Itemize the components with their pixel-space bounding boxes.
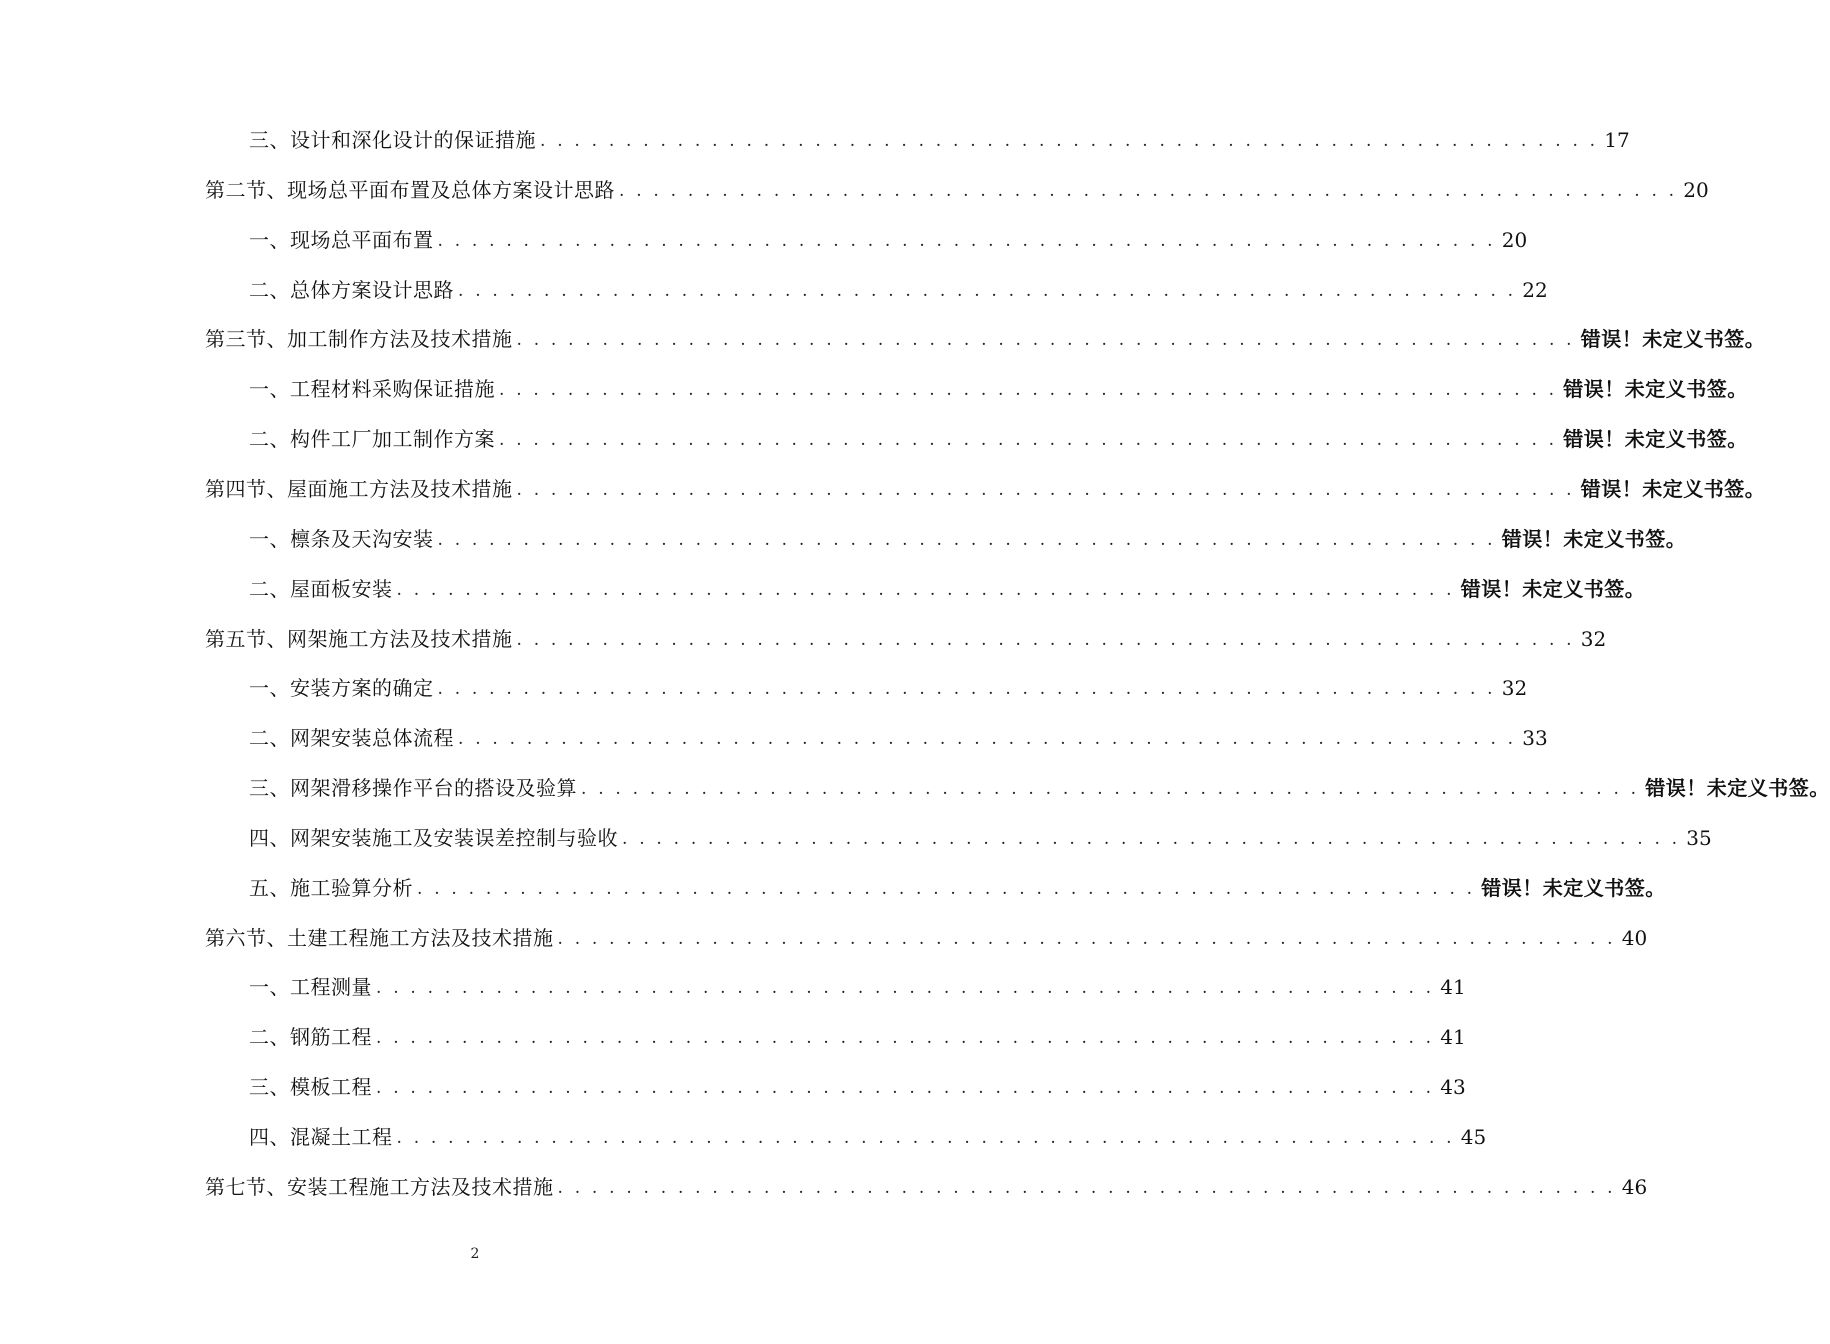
toc-page-number: 41 — [1440, 1025, 1466, 1049]
toc-entry-title: 一、檩条及天沟安装 — [249, 527, 434, 551]
toc-page-number: 20 — [1683, 178, 1709, 202]
toc-entry-title: 二、钢筋工程 — [249, 1025, 372, 1049]
toc-dot-leader: . . . . . . . . . . . . . . . . . . . . . . . . . . . . . . . . . . . . . . . . . . . . . . . . . . . . . . . . . . . . . . — [557, 1178, 1616, 1198]
toc-page-number: 20 — [1501, 228, 1528, 252]
toc-page-number: 41 — [1440, 975, 1466, 999]
toc-dot-leader: . . . . . . . . . . . . . . . . . . . . . . . . . . . . . . . . . . . . . . . . . . . . . . . . . . . . . . . . . . . . . . — [437, 231, 1496, 251]
toc-bookmark-error: 错误！未定义书签。 — [1580, 327, 1766, 351]
toc-subsection-entry[interactable] — [249, 372, 1748, 406]
toc-page-number: 46 — [1621, 1175, 1648, 1199]
toc-entry-title: 第二节、现场总平面布置及总体方案设计思路 — [205, 178, 615, 202]
toc-entry-title: 第五节、网架施工方法及技术措施 — [205, 627, 513, 651]
toc-dot-leader: . . . . . . . . . . . . . . . . . . . . . . . . . . . . . . . . . . . . . . . . . . . . . . . . . . . . . . . . . . . . . . — [516, 480, 1575, 500]
toc-entry-title: 三、设计和深化设计的保证措施 — [249, 128, 536, 152]
toc-entry-title: 二、网架安装总体流程 — [249, 726, 454, 750]
toc-bookmark-error: 错误！未定义书签。 — [1460, 577, 1646, 601]
toc-entry-title: 一、工程材料采购保证措施 — [249, 377, 495, 401]
toc-subsection-entry[interactable] — [249, 821, 1712, 855]
toc-dot-leader: . . . . . . . . . . . . . . . . . . . . . . . . . . . . . . . . . . . . . . . . . . . . . . . . . . . . . . . . . . . . . . — [396, 580, 1455, 600]
toc-entry-title: 第三节、加工制作方法及技术措施 — [205, 327, 513, 351]
toc-bookmark-error: 错误！未定义书签。 — [1481, 876, 1666, 900]
toc-subsection-entry[interactable] — [249, 123, 1630, 157]
toc-page-number: 45 — [1460, 1125, 1487, 1149]
toc-entry-title: 四、混凝土工程 — [249, 1125, 393, 1149]
toc-entry-title: 五、施工验算分析 — [249, 876, 413, 900]
toc-dot-leader: . . . . . . . . . . . . . . . . . . . . . . . . . . . . . . . . . . . . . . . . . . . . . . . . . . . . . . . . . . . . . . — [499, 430, 1558, 450]
toc-section-entry[interactable] — [205, 1170, 1648, 1204]
toc-dot-leader: . . . . . . . . . . . . . . . . . . . . . . . . . . . . . . . . . . . . . . . . . . . . . . . . . . . . . . . . . . . . . . — [516, 630, 1575, 650]
toc-subsection-entry[interactable] — [249, 522, 1687, 556]
toc-dot-leader: . . . . . . . . . . . . . . . . . . . . . . . . . . . . . . . . . . . . . . . . . . . . . . . . . . . . . . . . . . . . . . — [376, 1028, 1435, 1048]
toc-dot-leader: . . . . . . . . . . . . . . . . . . . . . . . . . . . . . . . . . . . . . . . . . . . . . . . . . . . . . . . . . . . . . . — [619, 181, 1678, 201]
toc-dot-leader: . . . . . . . . . . . . . . . . . . . . . . . . . . . . . . . . . . . . . . . . . . . . . . . . . . . . . . . . . . . . . . — [516, 330, 1575, 350]
toc-dot-leader: . . . . . . . . . . . . . . . . . . . . . . . . . . . . . . . . . . . . . . . . . . . . . . . . . . . . . . . . . . . . . . — [376, 1078, 1435, 1098]
toc-dot-leader: . . . . . . . . . . . . . . . . . . . . . . . . . . . . . . . . . . . . . . . . . . . . . . . . . . . . . . . . . . . . . . — [540, 131, 1599, 151]
toc-page-number: 32 — [1580, 627, 1607, 651]
toc-bookmark-error: 错误！未定义书签。 — [1580, 477, 1766, 501]
toc-subsection-entry[interactable] — [249, 273, 1548, 307]
toc-page-number: 17 — [1604, 128, 1630, 152]
toc-dot-leader: . . . . . . . . . . . . . . . . . . . . . . . . . . . . . . . . . . . . . . . . . . . . . . . . . . . . . . . . . . . . . . — [437, 679, 1496, 699]
toc-subsection-entry[interactable] — [249, 572, 1646, 606]
toc-dot-leader: . . . . . . . . . . . . . . . . . . . . . . . . . . . . . . . . . . . . . . . . . . . . . . . . . . . . . . . . . . . . . . — [622, 829, 1681, 849]
toc-dot-leader: . . . . . . . . . . . . . . . . . . . . . . . . . . . . . . . . . . . . . . . . . . . . . . . . . . . . . . . . . . . . . . — [458, 729, 1517, 749]
toc-subsection-entry[interactable] — [249, 1120, 1487, 1154]
toc-subsection-entry[interactable] — [249, 422, 1748, 456]
toc-subsection-entry[interactable] — [249, 223, 1528, 257]
toc-subsection-entry[interactable] — [249, 1070, 1466, 1104]
toc-entry-title: 一、现场总平面布置 — [249, 228, 434, 252]
toc-subsection-entry[interactable] — [249, 970, 1466, 1004]
toc-entry-title: 三、模板工程 — [249, 1075, 372, 1099]
toc-bookmark-error: 错误！未定义书签。 — [1501, 527, 1687, 551]
toc-entry-title: 第六节、土建工程施工方法及技术措施 — [205, 926, 554, 950]
toc-page-number: 40 — [1621, 926, 1648, 950]
toc-dot-leader: . . . . . . . . . . . . . . . . . . . . . . . . . . . . . . . . . . . . . . . . . . . . . . . . . . . . . . . . . . . . . . — [417, 879, 1476, 899]
page-number: 2 — [470, 1246, 480, 1262]
toc-subsection-entry[interactable] — [249, 1020, 1466, 1054]
toc-bookmark-error: 错误！未定义书签。 — [1563, 377, 1748, 401]
toc-dot-leader: . . . . . . . . . . . . . . . . . . . . . . . . . . . . . . . . . . . . . . . . . . . . . . . . . . . . . . . . . . . . . . — [458, 281, 1517, 301]
toc-subsection-entry[interactable] — [249, 671, 1528, 705]
toc-page-number: 35 — [1686, 826, 1712, 850]
toc-section-entry[interactable] — [205, 322, 1766, 356]
toc-dot-leader: . . . . . . . . . . . . . . . . . . . . . . . . . . . . . . . . . . . . . . . . . . . . . . . . . . . . . . . . . . . . . . — [437, 530, 1496, 550]
toc-page-number: 22 — [1522, 278, 1548, 302]
toc-bookmark-error: 错误！未定义书签。 — [1645, 776, 1830, 800]
toc-dot-leader: . . . . . . . . . . . . . . . . . . . . . . . . . . . . . . . . . . . . . . . . . . . . . . . . . . . . . . . . . . . . . . — [499, 380, 1558, 400]
toc-entry-title: 二、屋面板安装 — [249, 577, 393, 601]
toc-entry-title: 三、网架滑移操作平台的搭设及验算 — [249, 776, 577, 800]
toc-dot-leader: . . . . . . . . . . . . . . . . . . . . . . . . . . . . . . . . . . . . . . . . . . . . . . . . . . . . . . . . . . . . . . — [581, 779, 1640, 799]
toc-entry-title: 一、工程测量 — [249, 975, 372, 999]
toc-bookmark-error: 错误！未定义书签。 — [1563, 427, 1748, 451]
toc-section-entry[interactable] — [205, 173, 1709, 207]
toc-page-number: 43 — [1440, 1075, 1466, 1099]
toc-entry-title: 四、网架安装施工及安装误差控制与验收 — [249, 826, 618, 850]
toc-entry-title: 第七节、安装工程施工方法及技术措施 — [205, 1175, 554, 1199]
toc-dot-leader: . . . . . . . . . . . . . . . . . . . . . . . . . . . . . . . . . . . . . . . . . . . . . . . . . . . . . . . . . . . . . . — [557, 929, 1616, 949]
toc-page-number: 33 — [1522, 726, 1548, 750]
toc-page-number: 32 — [1501, 676, 1528, 700]
toc-subsection-entry[interactable] — [249, 771, 1830, 805]
toc-dot-leader: . . . . . . . . . . . . . . . . . . . . . . . . . . . . . . . . . . . . . . . . . . . . . . . . . . . . . . . . . . . . . . — [396, 1128, 1455, 1148]
toc-section-entry[interactable] — [205, 921, 1648, 955]
toc-entry-title: 二、构件工厂加工制作方案 — [249, 427, 495, 451]
toc-entry-title: 二、总体方案设计思路 — [249, 278, 454, 302]
toc-section-entry[interactable] — [205, 622, 1607, 656]
toc-subsection-entry[interactable] — [249, 721, 1548, 755]
toc-dot-leader: . . . . . . . . . . . . . . . . . . . . . . . . . . . . . . . . . . . . . . . . . . . . . . . . . . . . . . . . . . . . . . — [376, 978, 1435, 998]
toc-entry-title: 第四节、屋面施工方法及技术措施 — [205, 477, 513, 501]
toc-section-entry[interactable] — [205, 472, 1766, 506]
toc-subsection-entry[interactable] — [249, 871, 1666, 905]
toc-entry-title: 一、安装方案的确定 — [249, 676, 434, 700]
